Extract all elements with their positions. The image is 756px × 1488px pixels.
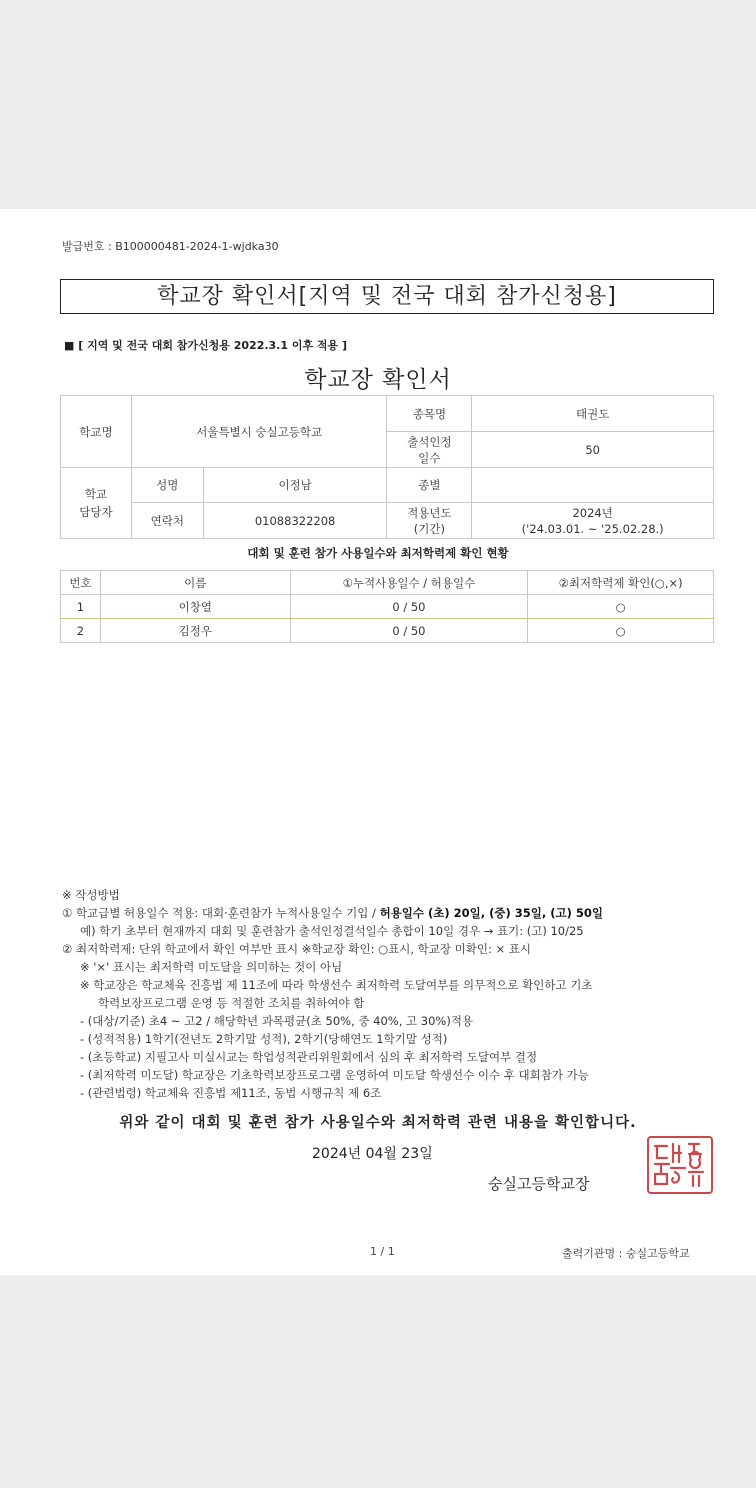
instructions-title: ※ 작성방법: [62, 888, 120, 902]
student-name: 이창열: [100, 595, 290, 619]
instruction-line: - (관련법령) 학교체육 진흥법 제11조, 동법 시행규칙 제 6조: [80, 1086, 382, 1100]
printing-institution: 출력기관명 : 숭실고등학교: [562, 1247, 690, 1260]
instruction-text: ① 학교급별 허용일수 적용: 대회·훈련참가 누적사용일수 기입 /: [62, 906, 380, 920]
column-header: ②최저학력제 확인(○,×): [528, 571, 714, 595]
instruction-line: - (초등학교) 지필고사 미실시교는 학업성적관리위원회에서 심의 후 최저학력 도달여부 결정: [80, 1050, 538, 1064]
issue-date: 2024년 04월 23일: [312, 1146, 433, 1162]
attendance-value: 50: [472, 432, 714, 468]
principal-title: 숭실고등학교장: [488, 1175, 590, 1193]
row-number: 1: [61, 595, 101, 619]
year-label: 적용년도 (기간): [387, 503, 472, 539]
instruction-line: - (최저학력 미도달) 학교장은 기초학력보장프로그램 운영하여 미도달 학생선수 이수 후 대회참가 가능: [80, 1068, 589, 1082]
school-label: 학교명: [61, 396, 132, 468]
instruction-line: ※ 학교장은 학교체육 진흥법 제 11조에 따라 학생선수 최저학력 도달여부를 의무적으로 확인하고 기초: [80, 978, 593, 992]
students-heading: 대회 및 훈련 참가 사용일수와 최저학력제 확인 현황: [247, 546, 509, 560]
instruction-line: - (성적적용) 1학기(전년도 2학기말 성적), 2학기(당해연도 1학기말 성적): [80, 1032, 448, 1046]
name-value: 이정남: [203, 468, 387, 503]
students-table: [60, 570, 714, 643]
allowed-days-emphasis: 허용일수 (초) 20일, (중) 35일, (고) 50일: [379, 906, 603, 920]
days-used: 0 / 50: [290, 595, 528, 619]
min-academic-check: ○: [528, 595, 714, 619]
document-heading: 학교장 확인서: [304, 367, 452, 393]
instruction-line: [62, 904, 722, 922]
section-note: ■ [ 지역 및 전국 대회 참가신청용 2022.3.1 이후 적용 ]: [64, 339, 348, 352]
event-value: 태권도: [472, 396, 714, 432]
instruction-line: ※ '×' 표시는 최저학력 미도달을 의미하는 것이 아님: [80, 960, 343, 974]
instructions: [62, 886, 722, 1102]
type-label: 종별: [387, 468, 472, 503]
column-header: ①누적사용일수 / 허용일수: [290, 571, 528, 595]
event-label: 종목명: [387, 396, 472, 432]
year-value: 2024년 ('24.03.01. ~ '25.02.28.): [472, 503, 714, 539]
instruction-line: 학력보장프로그램 운영 등 적절한 조치를 취하여야 함: [98, 996, 365, 1010]
official-seal-icon: [647, 1136, 713, 1194]
table-row: [61, 595, 714, 619]
column-header: 번호: [61, 571, 101, 595]
document-title: 학교장 확인서[지역 및 전국 대회 참가신청용]: [60, 279, 714, 314]
contact-value: 01088322208: [203, 503, 387, 539]
student-name: 김정우: [100, 619, 290, 643]
column-header: 이름: [100, 571, 290, 595]
instruction-line: 예) 학기 초부터 현재까지 대회 및 훈련참가 출석인정결석일수 총합이 10일 경우 → 표기: (고) 10/25: [80, 924, 584, 938]
page-number: 1 / 1: [370, 1245, 395, 1258]
row-number: 2: [61, 619, 101, 643]
document-page: [0, 209, 756, 1275]
days-used: 0 / 50: [290, 619, 528, 643]
issue-number: 발급번호 : B100000481-2024-1-wjdka30: [62, 240, 279, 253]
name-label: 성명: [131, 468, 203, 503]
type-value: [472, 468, 714, 503]
seal-glyph-icon: [649, 1138, 711, 1192]
attendance-label: 출석인정 일수: [387, 432, 472, 468]
contact-label: 연락처: [131, 503, 203, 539]
info-table: [60, 395, 714, 539]
min-academic-check: ○: [528, 619, 714, 643]
instruction-line: - (대상/기준) 초4 ~ 고2 / 해당학년 과목평균(초 50%, 중 40%, 고 30%)적용: [80, 1014, 474, 1028]
school-name: 서울특별시 숭실고등학교: [131, 396, 387, 468]
confirmation-statement: 위와 같이 대회 및 훈련 참가 사용일수와 최저학력 관련 내용을 확인합니다.: [119, 1115, 637, 1131]
table-row: [61, 619, 714, 643]
manager-label: 학교 담당자: [61, 468, 132, 539]
instruction-line: ② 최저학력제: 단위 학교에서 확인 여부만 표시 ※학교장 확인: ○표시, 학교장 미확인: × 표시: [62, 942, 532, 956]
